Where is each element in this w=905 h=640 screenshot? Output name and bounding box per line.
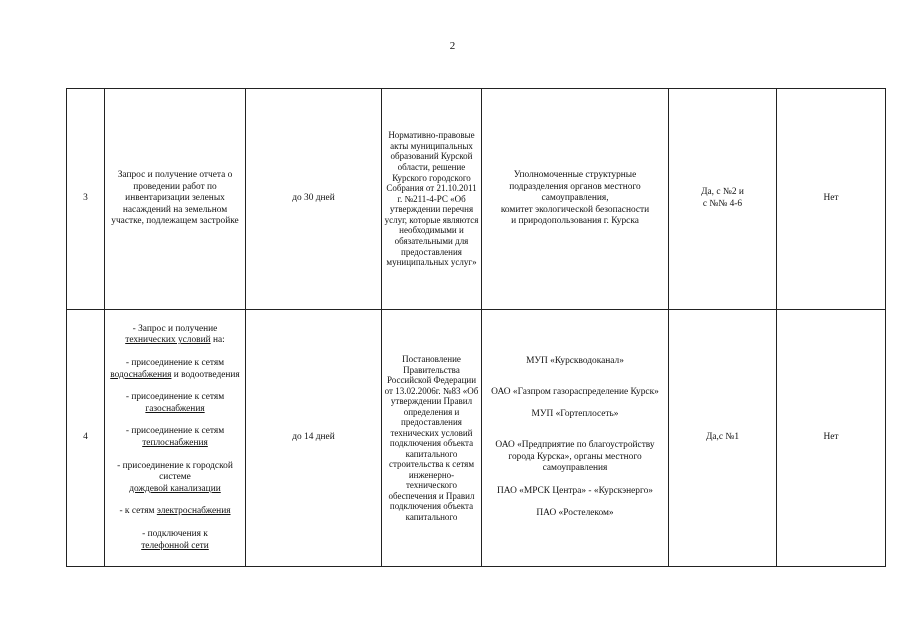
fee-cell: Нет [777, 89, 886, 310]
provider-cell [482, 310, 669, 567]
service-item: - присоединение к городской системе дождевой канализации [117, 460, 233, 494]
service-name [105, 310, 246, 567]
services-table [66, 88, 886, 567]
provider-cell [482, 89, 669, 310]
table-row [67, 89, 886, 310]
provider-line: ПАО «Ростелеком» [536, 508, 614, 519]
service-item: - присоединение к сетям водоснабжения и водоотведения [110, 358, 240, 380]
service-item: - Запрос и получение технических условий на: [125, 323, 225, 346]
service-name: Запрос и получение отчета о проведении работ по инвентаризации зеленых насаждений на земельном участке, подлежащем застройке [105, 89, 246, 310]
row-number: 3 [67, 89, 105, 310]
provider-line: самоуправления, [541, 193, 609, 204]
provider-line: МУП «Курскводоканал» [526, 356, 624, 367]
provider-line: Уполномоченные структурные [513, 170, 637, 181]
required-docs: Да,с №1 [669, 310, 777, 567]
regulation-text: Нормативно-правовые акты муниципальных образований Курской области, решение Курского городского Собрания от 21.10.2011 г. №211-4-РС «Об утверждении перечня услуг, которые являются необходимыми и обязательными для предоставления муниципальных услуг» [382, 89, 482, 310]
service-term: до 14 дней [246, 310, 382, 567]
required-docs-line: Да, с №2 и [701, 187, 744, 198]
service-item: - к сетям электроснабжения [119, 506, 231, 517]
service-item: - подключения к телефонной сети [141, 528, 209, 551]
service-item: - присоединение к сетям теплоснабжения [125, 426, 225, 448]
service-term: до 30 дней [246, 89, 382, 310]
provider-line: подразделения органов местного [509, 181, 641, 192]
required-docs [669, 89, 777, 310]
regulation-text: Постановление Правительства Российской Федерации от 13.02.2006г. №83 «Об утверждении Правил определения и предоставления технических условий подключения объекта капитального строительства к сетям инженерно-технического обеспечения и Правил подключения объекта капитального [382, 310, 482, 567]
provider-line: МУП «Гортеплосеть» [531, 409, 619, 420]
required-docs-line: с №№ 4-6 [702, 199, 743, 209]
provider-line: ОАО «Газпром газораспределение Курск» [491, 386, 659, 397]
provider-line: и природопользования г. Курска [511, 216, 639, 227]
row-number: 4 [67, 310, 105, 567]
page-number: 2 [449, 40, 456, 52]
provider-line: ОАО «Предприятие по благоустройству города Курска», органы местного самоуправления [495, 439, 655, 474]
fee-cell: Нет [777, 310, 886, 567]
provider-line: комитет экологической безопасности [500, 204, 650, 215]
service-item: - присоединение к сетям газоснабжения [125, 392, 225, 414]
table-row [67, 310, 886, 567]
provider-line: ПАО «МРСК Центра» - «Курскэнерго» [497, 485, 653, 496]
